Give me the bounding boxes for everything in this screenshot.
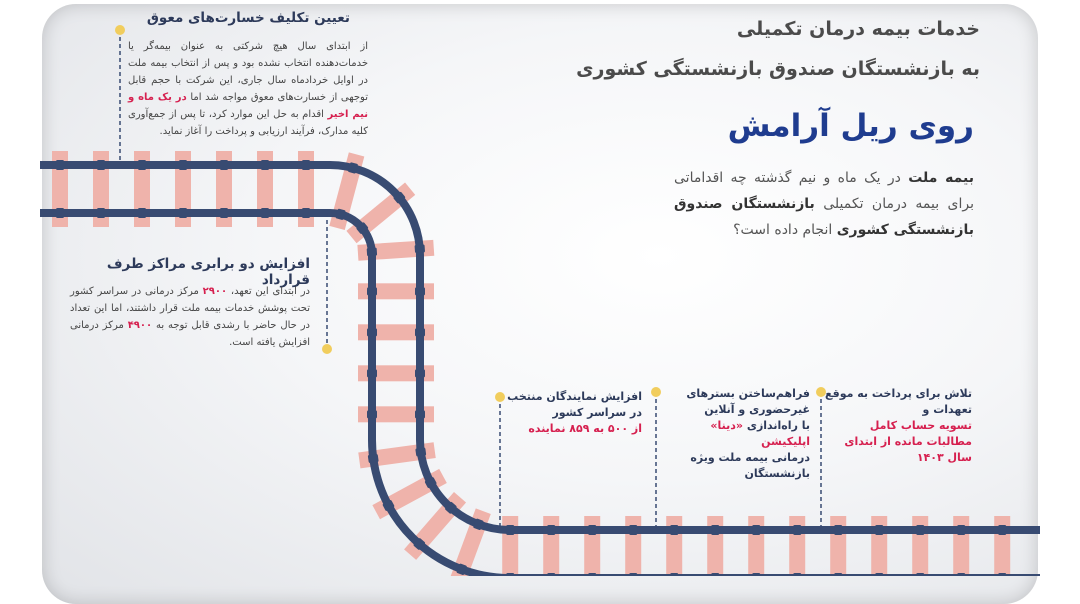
track-bolt bbox=[179, 160, 187, 170]
milestone-agents-line1: افزایش نمایندگان منتخب bbox=[507, 390, 642, 403]
track-bolt bbox=[261, 208, 269, 218]
title-line-1: خدمات بیمه درمان تکمیلی bbox=[736, 18, 980, 40]
track-bolt bbox=[834, 525, 842, 535]
track-sleeper bbox=[346, 183, 415, 244]
track-bolt bbox=[367, 287, 377, 295]
damages-text-2: اقدام به حل این موارد کرد، تا پس از جمع‌آوری کلیه مدارک، فرآیند ارزیابی و پرداخت را آغاز نماید. bbox=[128, 109, 368, 137]
section-centers-body bbox=[70, 283, 310, 351]
milestone-online bbox=[665, 386, 810, 482]
section-damages-body bbox=[128, 38, 368, 140]
track-bolt bbox=[711, 525, 719, 535]
track-sleeper bbox=[404, 492, 466, 560]
centers-value-2: ۴۹۰۰ bbox=[127, 320, 153, 331]
track-bolt bbox=[220, 208, 228, 218]
milestone-payment-line1: تلاش برای پرداخت به موقع bbox=[825, 387, 972, 400]
track-bolt bbox=[367, 248, 378, 257]
track-bolt bbox=[220, 160, 228, 170]
connector-dot bbox=[115, 25, 125, 35]
track-bolt bbox=[629, 525, 637, 535]
milestone-agents bbox=[507, 389, 642, 437]
track-bolt bbox=[998, 525, 1006, 535]
section-damages-title: تعیین تکلیف خسارت‌های معوق bbox=[146, 10, 350, 26]
connector-dot bbox=[322, 344, 332, 354]
track-bolt bbox=[793, 525, 801, 535]
track-bolt bbox=[588, 525, 596, 535]
track-bolt bbox=[261, 160, 269, 170]
centers-text-2: مرکز درمانی در سراسر کشور تحت پوشش خدمات بیمه ملت قرار داشتند، اما این تعداد در حال حاضر با رشدی قابل توجه به bbox=[70, 286, 310, 331]
track-bolt bbox=[415, 244, 426, 253]
track-bolt bbox=[56, 160, 64, 170]
track-bolt bbox=[367, 328, 377, 336]
title-line-2: به بازنشستگان صندوق بازنشستگی کشوری bbox=[576, 58, 980, 80]
track-bolt bbox=[138, 160, 146, 170]
track-bolt bbox=[752, 525, 760, 535]
milestone-payment-line2: تعهدات و bbox=[922, 403, 972, 416]
track-bolt bbox=[179, 208, 187, 218]
milestone-online-line2: غیرحضوری و آنلاین bbox=[704, 403, 810, 416]
track-bolt bbox=[368, 454, 379, 463]
connector-dot bbox=[651, 387, 661, 397]
centers-text-3: مرکز درمانی افزایش یافته است. bbox=[70, 320, 310, 348]
milestone-payment-highlight: تسویه حساب کامل مطالبات مانده از ابتدای سال ۱۴۰۳ bbox=[844, 419, 972, 464]
track-bolt bbox=[138, 208, 146, 218]
milestone-payment bbox=[822, 386, 972, 466]
intro-paragraph bbox=[674, 165, 974, 243]
track-bolt bbox=[547, 525, 555, 535]
connector-dot bbox=[495, 392, 505, 402]
track-bolt bbox=[415, 410, 425, 418]
track-bolt bbox=[415, 369, 425, 377]
milestone-agents-line2: در سراسر کشور bbox=[552, 406, 642, 419]
centers-text-1: در ابتدای این تعهد، bbox=[227, 286, 310, 297]
section-damages bbox=[130, 10, 350, 26]
track-bolt bbox=[302, 208, 310, 218]
track-bolt bbox=[97, 160, 105, 170]
milestone-online-app: «دینا» اپلیکیشن bbox=[710, 419, 810, 448]
section-centers-title: افزایش دو برابری مراکز طرف قرارداد bbox=[106, 256, 310, 288]
damages-highlight: در یک ماه و نیم اخیر bbox=[128, 92, 368, 120]
track-bolt bbox=[97, 208, 105, 218]
headline: روی ریل آرامش bbox=[727, 108, 974, 144]
intro-brand: بیمه ملت bbox=[908, 170, 974, 186]
track-bolt bbox=[670, 525, 678, 535]
intro-text-2: انجام داده است؟ bbox=[733, 222, 837, 238]
intro-text-1: در یک ماه و نیم گذشته چه اقداماتی برای بیمه درمان تکمیلی bbox=[674, 170, 975, 212]
milestone-agents-highlight: از ۵۰۰ به ۸۵۹ نماینده bbox=[528, 422, 642, 435]
milestone-online-tail: درمانی بیمه ملت ویژه بازنشستگان bbox=[690, 451, 810, 480]
intro-bold: بازنشستگان صندوق بازنشستگی کشوری bbox=[674, 196, 974, 238]
track-bolt bbox=[415, 447, 426, 456]
track-bolt bbox=[875, 525, 883, 535]
track-bolt bbox=[916, 525, 924, 535]
centers-value-1: ۲۹۰۰ bbox=[202, 286, 228, 297]
track-bolt bbox=[415, 328, 425, 336]
milestone-online-pre: با راه‌اندازی bbox=[743, 419, 810, 432]
milestone-online-line1: فراهم‌ساختن بسترهای bbox=[686, 387, 810, 400]
track-bolt bbox=[56, 208, 64, 218]
track-bolt bbox=[957, 525, 965, 535]
damages-text-1: از ابتدای سال هیچ شرکتی به عنوان بیمه‌گر یا خدمات‌دهنده انتخاب نشده بود و پس از انتخاب بیمه ملت در اوایل خردادماه سال جاری، این شرکت با حجم قابل توجهی از خسارت‌های معوق مواجه شد اما bbox=[128, 41, 368, 103]
track-bolt bbox=[415, 287, 425, 295]
track-bolt bbox=[506, 525, 514, 535]
track-bolt bbox=[367, 410, 377, 418]
track-bolt bbox=[302, 160, 310, 170]
track-bolt bbox=[367, 369, 377, 377]
